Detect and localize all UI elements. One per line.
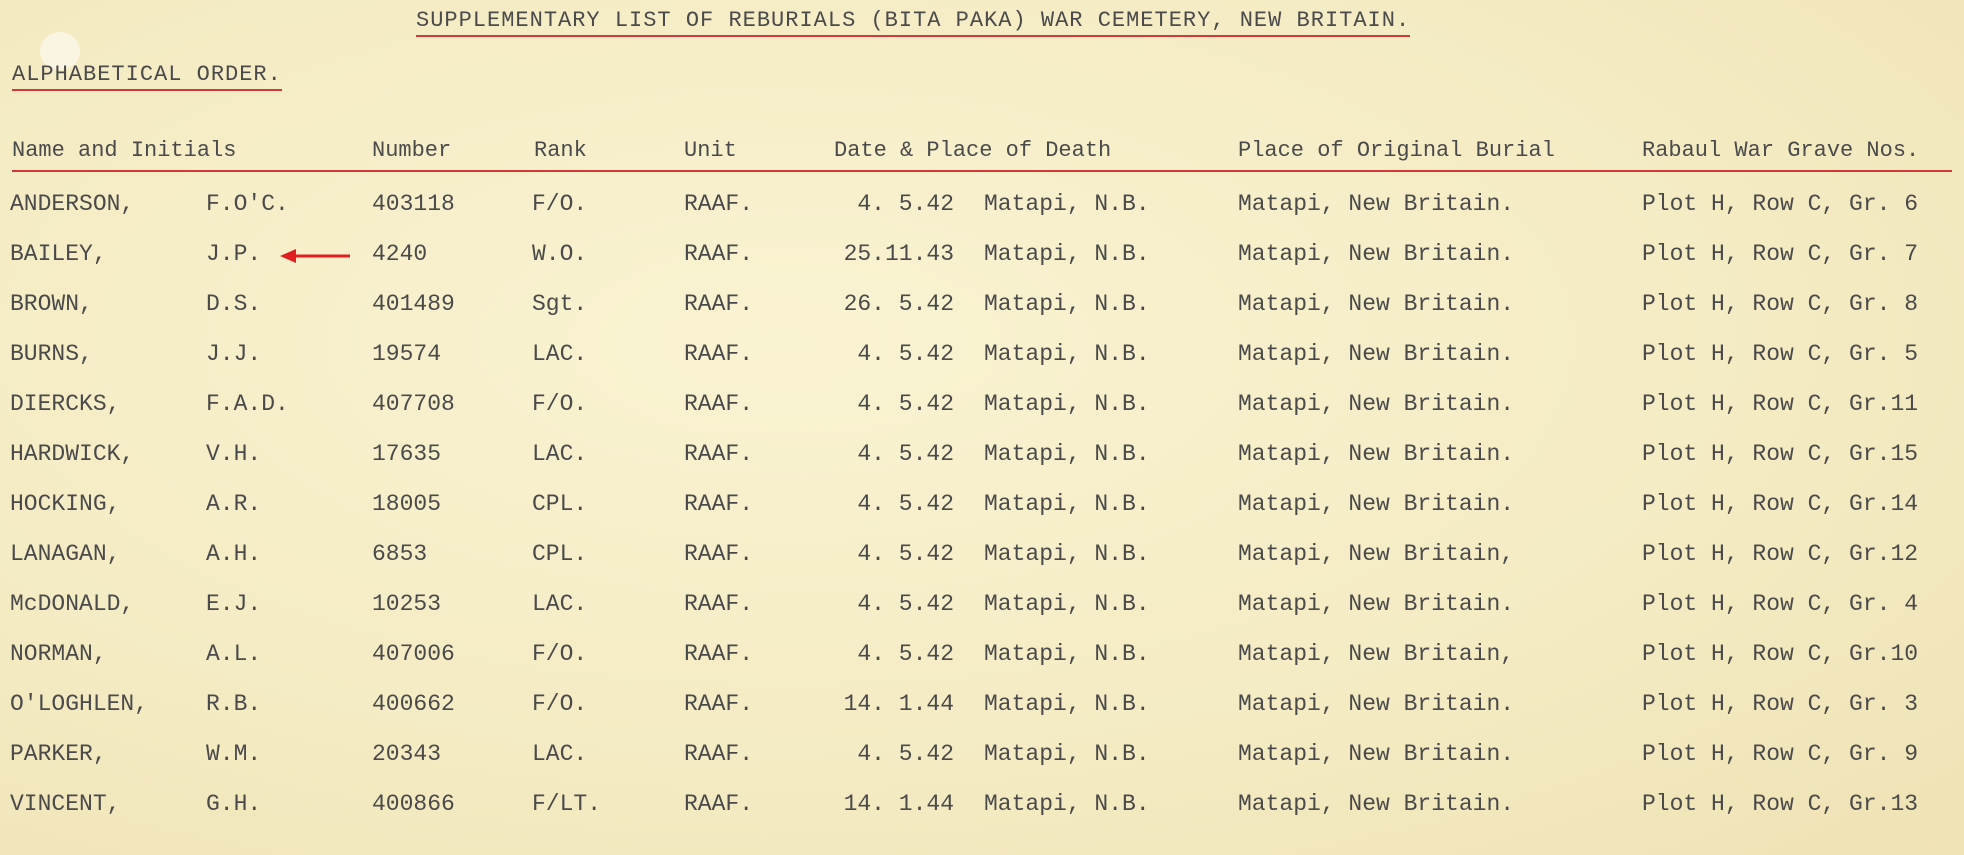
cell-surname: ANDERSON, [10,191,135,217]
cell-initials: J.P. [206,241,262,267]
cell-number: 4240 [372,241,428,267]
cell-unit: RAAF. [684,191,754,217]
cell-unit: RAAF. [684,541,754,567]
cell-original-burial: Matapi, New Britain, [1238,641,1515,667]
cell-death-place: Matapi, N.B. [984,491,1150,517]
cell-grave-number: Plot H, Row C, Gr.14 [1642,491,1919,517]
header-unit: Unit [684,138,737,163]
cell-unit: RAAF. [684,641,754,667]
cell-surname: HARDWICK, [10,441,135,467]
cell-date: 4. 5.42 [857,741,954,767]
cell-surname: NORMAN, [10,641,107,667]
table-row [0,341,1964,381]
cell-rank: F/O. [532,391,588,417]
cell-original-burial: Matapi, New Britain. [1238,391,1515,417]
cell-date: 4. 5.42 [857,491,954,517]
cell-grave-number: Plot H, Row C, Gr.12 [1642,541,1919,567]
table-row [0,391,1964,431]
table-header [12,138,1952,172]
cell-number: 6853 [372,541,428,567]
header-date-place: Date & Place of Death [834,138,1112,163]
cell-grave-number: Plot H, Row C, Gr. 6 [1642,191,1919,217]
table-row [0,691,1964,731]
cell-number: 403118 [372,191,455,217]
cell-date: 14. 1.44 [843,691,954,717]
cell-initials: W.M. [206,741,262,767]
cell-original-burial: Matapi, New Britain. [1238,691,1515,717]
cell-surname: PARKER, [10,741,107,767]
cell-original-burial: Matapi, New Britain. [1238,441,1515,467]
cell-rank: LAC. [532,591,588,617]
table-row [0,641,1964,681]
cell-initials: A.H. [206,541,262,567]
red-arrow-icon [280,247,352,265]
cell-original-burial: Matapi, New Britain. [1238,291,1515,317]
cell-date: 26. 5.42 [843,291,954,317]
cell-date: 4. 5.42 [857,341,954,367]
cell-unit: RAAF. [684,441,754,467]
header-rank: Rank [534,138,587,163]
header-grave: Rabaul War Grave Nos. [1642,138,1920,163]
cell-grave-number: Plot H, Row C, Gr.15 [1642,441,1919,467]
cell-surname: BROWN, [10,291,93,317]
cell-death-place: Matapi, N.B. [984,591,1150,617]
cell-death-place: Matapi, N.B. [984,641,1150,667]
cell-date: 14. 1.44 [843,791,954,817]
header-original-burial: Place of Original Burial [1238,138,1555,163]
table-row [0,591,1964,631]
cell-death-place: Matapi, N.B. [984,191,1150,217]
cell-number: 400866 [372,791,455,817]
cell-original-burial: Matapi, New Britain. [1238,591,1515,617]
cell-death-place: Matapi, N.B. [984,691,1150,717]
cell-unit: RAAF. [684,291,754,317]
table-row [0,491,1964,531]
cell-original-burial: Matapi, New Britain. [1238,191,1515,217]
header-number: Number [372,138,452,163]
cell-unit: RAAF. [684,591,754,617]
cell-number: 19574 [372,341,442,367]
cell-initials: J.J. [206,341,262,367]
cell-rank: Sgt. [532,291,588,317]
cell-surname: LANAGAN, [10,541,121,567]
cell-rank: F/O. [532,191,588,217]
cell-date: 4. 5.42 [857,441,954,467]
cell-surname: BURNS, [10,341,93,367]
table-row [0,441,1964,481]
cell-number: 407006 [372,641,455,667]
cell-rank: CPL. [532,491,588,517]
cell-unit: RAAF. [684,491,754,517]
cell-grave-number: Plot H, Row C, Gr.10 [1642,641,1919,667]
cell-death-place: Matapi, N.B. [984,341,1150,367]
cell-date: 4. 5.42 [857,591,954,617]
cell-initials: A.L. [206,641,262,667]
cell-rank: F/O. [532,691,588,717]
cell-surname: O'LOGHLEN, [10,691,149,717]
cell-number: 401489 [372,291,455,317]
cell-original-burial: Matapi, New Britain, [1238,541,1515,567]
cell-rank: LAC. [532,341,588,367]
document-subtitle: ALPHABETICAL ORDER. [12,62,282,91]
cell-grave-number: Plot H, Row C, Gr. 7 [1642,241,1919,267]
cell-unit: RAAF. [684,341,754,367]
table-row [0,541,1964,581]
cell-rank: F/LT. [532,791,602,817]
cell-unit: RAAF. [684,391,754,417]
document-title: SUPPLEMENTARY LIST OF REBURIALS (BITA PAKA) WAR CEMETERY, NEW BRITAIN. [416,8,1410,37]
cell-number: 20343 [372,741,442,767]
cell-initials: F.A.D. [206,391,289,417]
cell-rank: LAC. [532,741,588,767]
cell-initials: R.B. [206,691,262,717]
cell-grave-number: Plot H, Row C, Gr. 8 [1642,291,1919,317]
cell-grave-number: Plot H, Row C, Gr. 5 [1642,341,1919,367]
table-row [0,741,1964,781]
cell-death-place: Matapi, N.B. [984,291,1150,317]
header-name: Name and Initials [12,138,237,163]
cell-unit: RAAF. [684,791,754,817]
cell-original-burial: Matapi, New Britain. [1238,341,1515,367]
cell-grave-number: Plot H, Row C, Gr.11 [1642,391,1919,417]
cell-initials: V.H. [206,441,262,467]
cell-date: 25.11.43 [843,241,954,267]
cell-original-burial: Matapi, New Britain. [1238,241,1515,267]
cell-initials: A.R. [206,491,262,517]
cell-death-place: Matapi, N.B. [984,541,1150,567]
cell-death-place: Matapi, N.B. [984,391,1150,417]
cell-death-place: Matapi, N.B. [984,741,1150,767]
cell-date: 4. 5.42 [857,641,954,667]
cell-surname: BAILEY, [10,241,107,267]
cell-unit: RAAF. [684,691,754,717]
cell-date: 4. 5.42 [857,191,954,217]
cell-rank: F/O. [532,641,588,667]
cell-grave-number: Plot H, Row C, Gr. 4 [1642,591,1919,617]
table-row [0,791,1964,831]
cell-initials: D.S. [206,291,262,317]
cell-surname: HOCKING, [10,491,121,517]
cell-number: 17635 [372,441,442,467]
cell-grave-number: Plot H, Row C, Gr.13 [1642,791,1919,817]
cell-surname: DIERCKS, [10,391,121,417]
cell-original-burial: Matapi, New Britain. [1238,741,1515,767]
cell-rank: LAC. [532,441,588,467]
cell-number: 18005 [372,491,442,517]
cell-grave-number: Plot H, Row C, Gr. 9 [1642,741,1919,767]
table-row [0,291,1964,331]
cell-original-burial: Matapi, New Britain. [1238,791,1515,817]
cell-number: 10253 [372,591,442,617]
cell-death-place: Matapi, N.B. [984,241,1150,267]
cell-death-place: Matapi, N.B. [984,791,1150,817]
cell-unit: RAAF. [684,241,754,267]
cell-unit: RAAF. [684,741,754,767]
cell-grave-number: Plot H, Row C, Gr. 3 [1642,691,1919,717]
cell-rank: CPL. [532,541,588,567]
cell-number: 407708 [372,391,455,417]
cell-surname: McDONALD, [10,591,135,617]
cell-initials: G.H. [206,791,262,817]
table-row [0,191,1964,231]
cell-date: 4. 5.42 [857,391,954,417]
cell-initials: E.J. [206,591,262,617]
cell-rank: W.O. [532,241,588,267]
cell-original-burial: Matapi, New Britain. [1238,491,1515,517]
cell-number: 400662 [372,691,455,717]
cell-date: 4. 5.42 [857,541,954,567]
cell-death-place: Matapi, N.B. [984,441,1150,467]
cell-surname: VINCENT, [10,791,121,817]
cell-initials: F.O'C. [206,191,289,217]
